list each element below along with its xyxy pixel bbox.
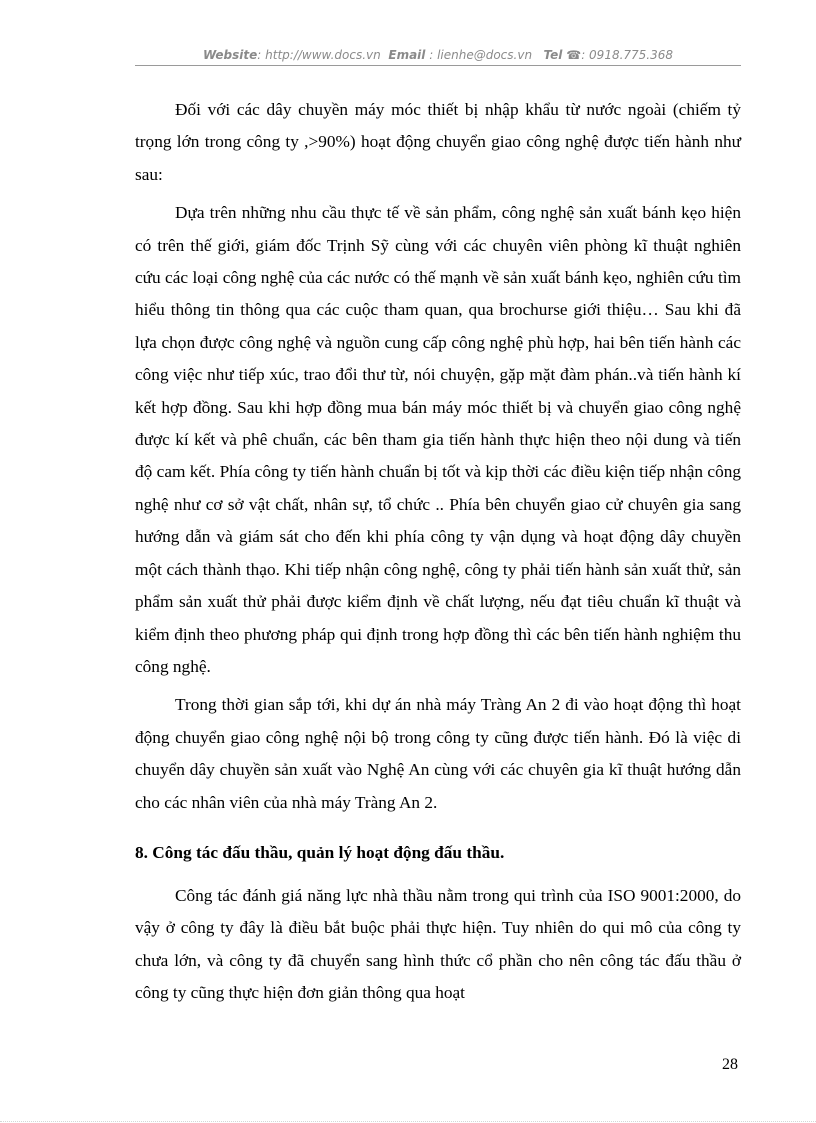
tel-value: : 0918.775.368 [581,48,674,62]
section-heading: 8. Công tác đấu thầu, quản lý hoạt động đấu thầu. [135,842,505,862]
phone-icon: ☎ [566,48,582,62]
page-header [135,47,741,66]
email-label: Email [388,48,426,62]
page-number: 28 [722,1056,738,1073]
body-text [135,94,741,1010]
paragraph-bidding: Công tác đánh giá năng lực nhà thầu nằm trong qui trình của ISO 9001:2000, do vậy ở công ty đây là điều bắt buộc phải thực hiện. Tuy nhiên do qui mô của công ty chưa lớn, và công ty đã chuyển sang hình thức cổ phần cho nên công tác đấu thầu ở công ty cũng thực hiện đơn giản thông qua hoạt [135,885,741,1003]
paragraph-intro: Đối với các dây chuyền máy móc thiết bị nhập khẩu từ nước ngoài (chiếm tỷ trọng lớn trong công ty ,>90%) hoạt động chuyển giao công nghệ được tiến hành như sau: [135,100,741,184]
footer-divider [0,1121,816,1122]
website-label: Website [202,48,258,62]
email-value: : lienhe@docs.vn [425,48,533,62]
paragraph-future: Trong thời gian sắp tới, khi dự án nhà máy Tràng An 2 đi vào hoạt động thì hoạt động chuyển giao công nghệ nội bộ trong công ty cũng được tiến hành. Đó là việc di chuyển dây chuyền sản xuất vào Nghệ An cùng với các chuyên gia kĩ thuật hướng dẫn cho các nhân viên của nhà máy Tràng An 2. [135,695,741,812]
paragraph-process: Dựa trên những nhu cầu thực tế về sản phẩm, công nghệ sản xuất bánh kẹo hiện có trên thế giới, giám đốc Trịnh Sỹ cùng với các chuyên viên phòng kĩ thuật nghiên cứu các loại công nghệ của các nước có thế mạnh về sản xuất bánh kẹo, nghiên cứu tìm hiểu thông tin thông qua các cuộc tham quan, qua brochurse giới thiệu… Sau khi đã lựa chọn được công nghệ và nguồn cung cấp công nghệ phù hợp, hai bên tiến hành các công việc như tiếp xúc, trao đổi thư từ, nói chuyện, gặp mặt đàm phán..và tiến hành kí kết hợp đồng. Sau khi hợp đồng mua bán máy móc thiết bị và chuyển giao công nghệ được kí kết và phê chuẩn, các bên tham gia tiến hành thực hiện theo nội dung và tiến độ cam kết. Phía công ty tiến hành chuẩn bị tốt và kịp thời các điều kiện tiếp nhận công nghệ như cơ sở vật chất, nhân sự, tổ chức .. Phía bên chuyển giao cử chuyên gia sang hướng dẫn và giám sát cho đến khi phía công ty vận dụng và hoạt động dây chuyền một cách thành thạo. Khi tiếp nhận công nghệ, công ty phải tiến hành sản xuất thử, sản phẩm sản xuất thử phải được kiểm định về chất lượng, nếu đạt tiêu chuẩn kĩ thuật và kiểm định theo phương pháp qui định trong hợp đồng thì các bên tiến hành nghiệm thu công nghệ. [135,203,741,676]
tel-label: Tel [543,48,563,62]
website-value: : http://www.docs.vn [257,48,381,62]
